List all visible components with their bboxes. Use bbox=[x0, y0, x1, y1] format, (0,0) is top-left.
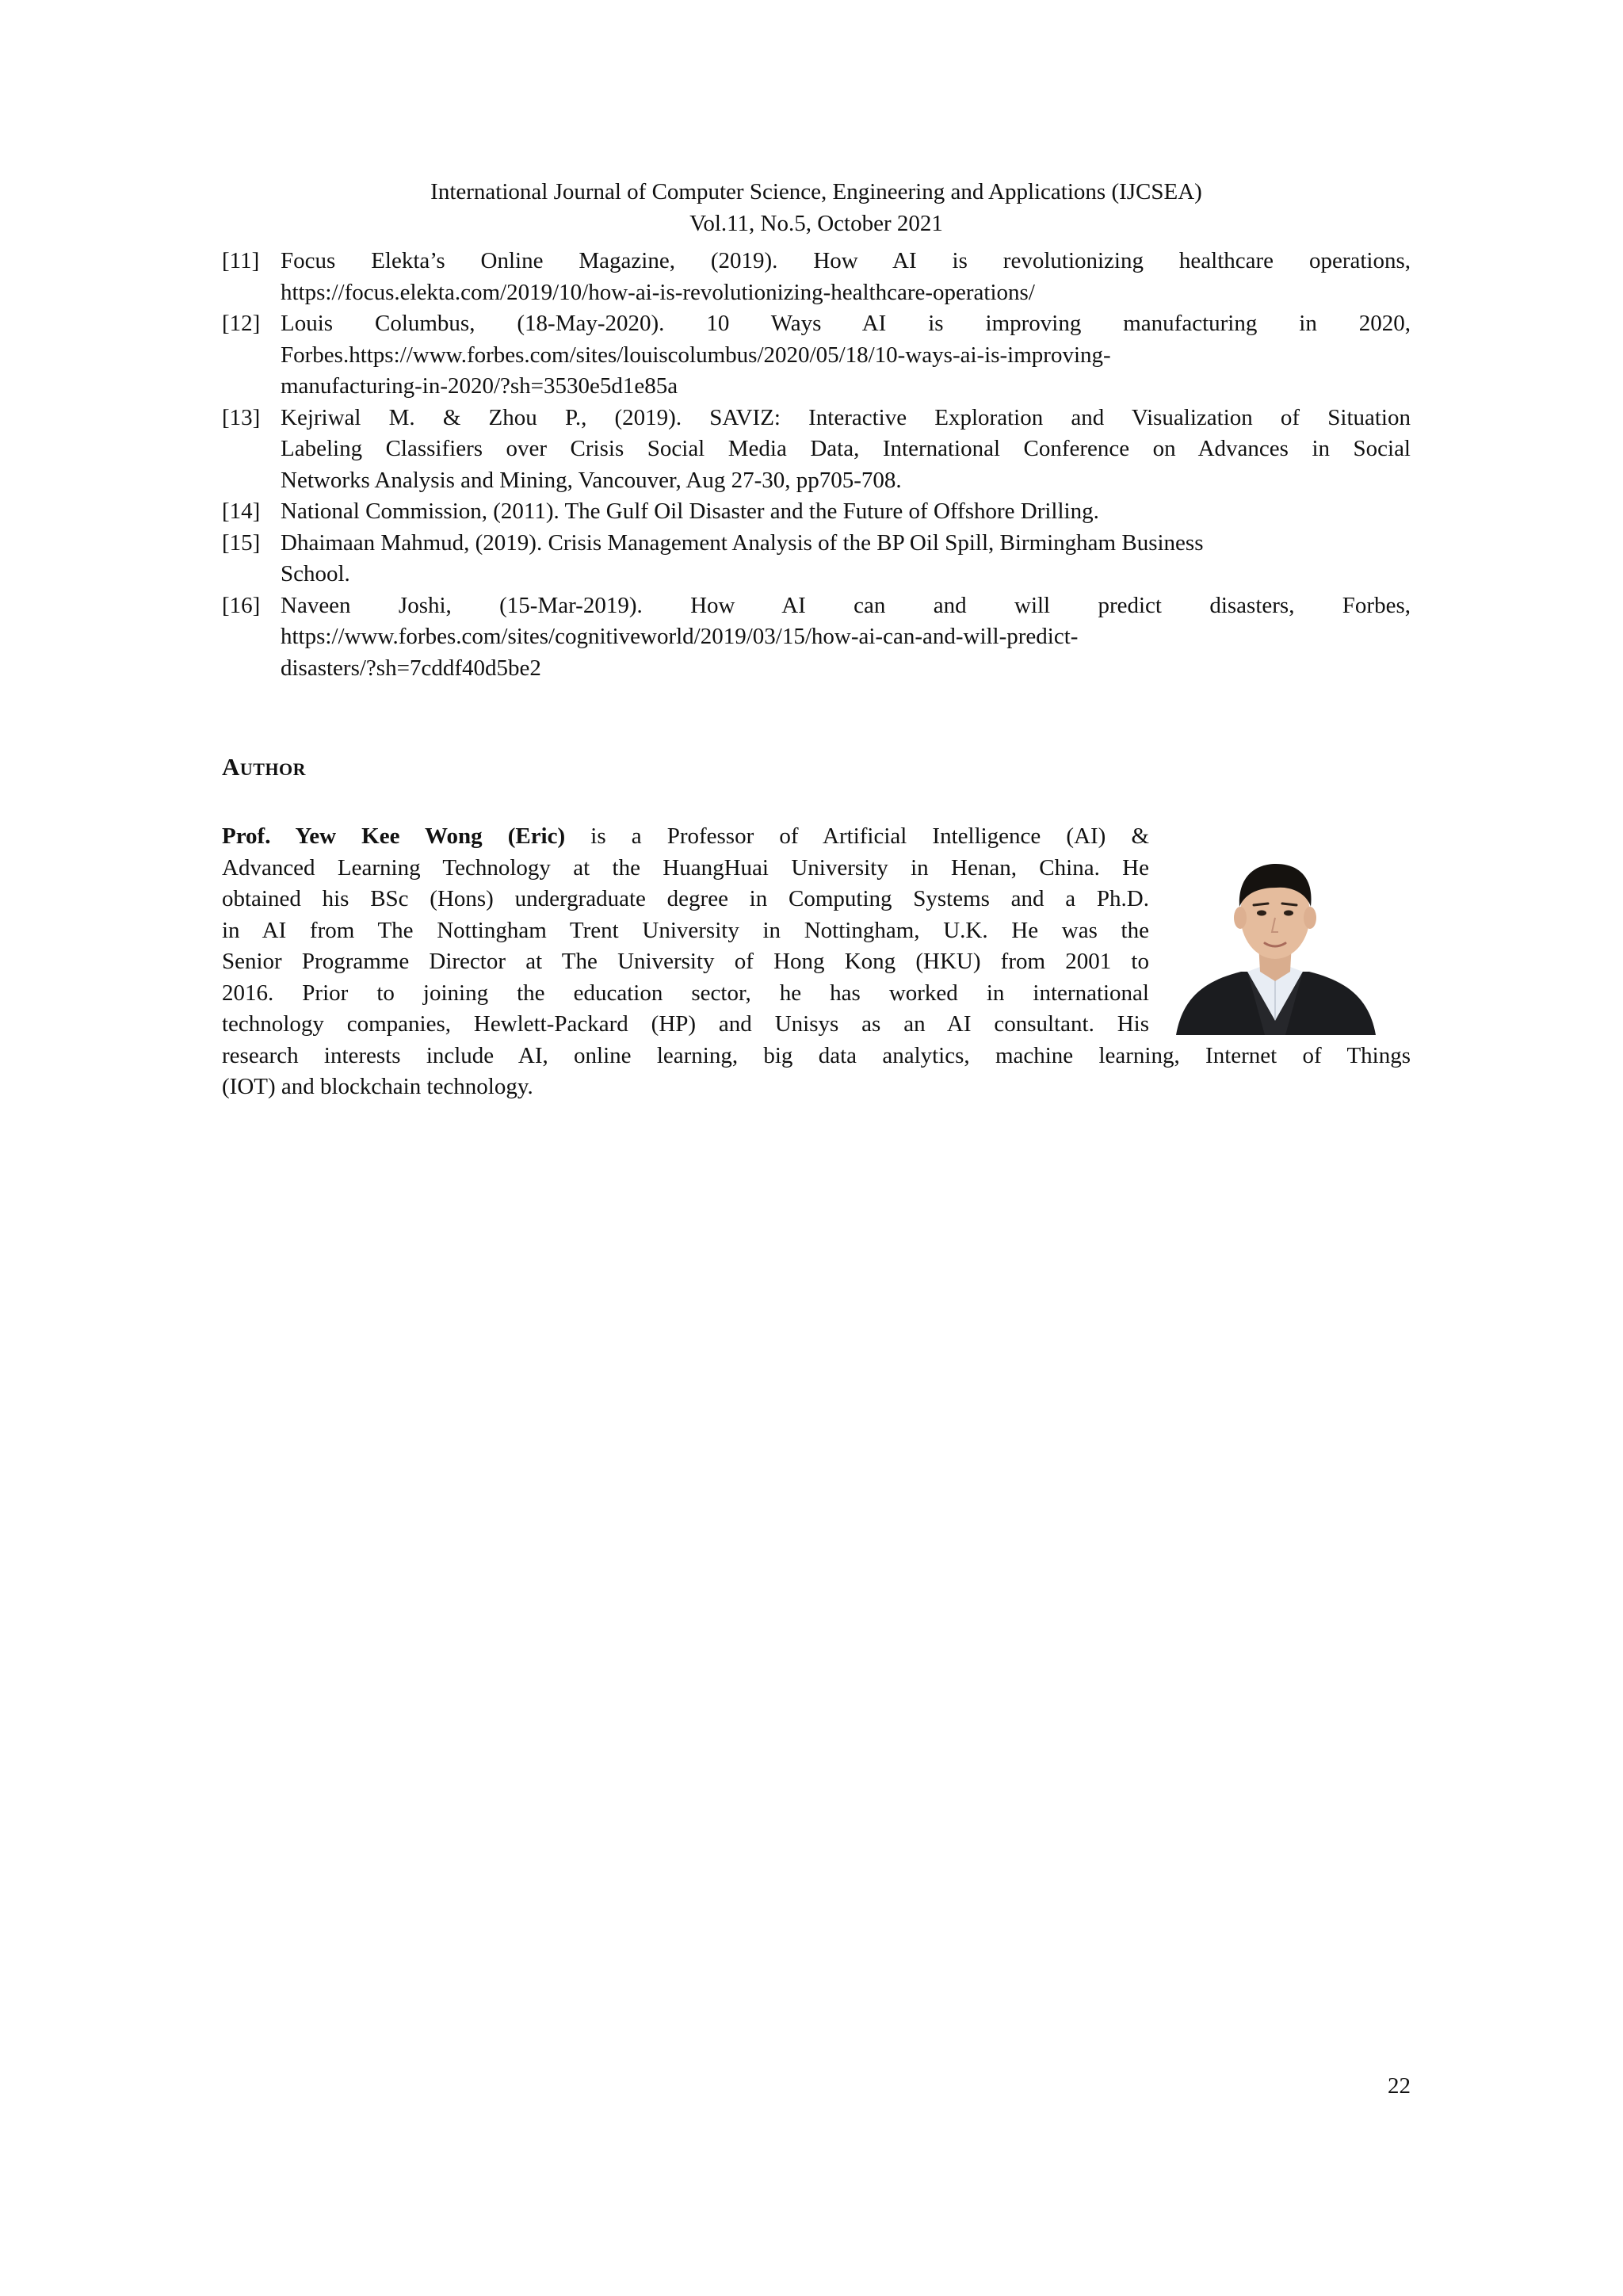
reference-number: [15] bbox=[222, 529, 261, 556]
reference-line: Naveen Joshi, (15-Mar-2019). How AI can and will predict disasters, Forbes, bbox=[281, 592, 1411, 618]
reference-line: National Commission, (2011). The Gulf Oil Disaster and the Future of Offshore Drilling. bbox=[281, 499, 1099, 524]
bio-line: in AI from The Nottingham Trent University in Nottingham, U.K. He was the bbox=[222, 917, 1149, 943]
bio-text: is a Professor of Artificial Intelligence (AI) & bbox=[565, 823, 1149, 849]
reference-line: manufacturing-in-2020/?sh=3530e5d1e85a bbox=[281, 373, 678, 399]
reference-line: Focus Elekta’s Online Magazine, (2019). How AI is revolutionizing healthcare operations, bbox=[281, 248, 1411, 273]
reference-line: disasters/?sh=7cddf40d5be2 bbox=[281, 655, 541, 681]
running-header bbox=[222, 176, 1411, 239]
bio-line bbox=[222, 821, 1149, 853]
bio-line: obtained his BSc (Hons) undergraduate degree in Computing Systems and a Ph.D. bbox=[222, 886, 1149, 911]
reference-number: [13] bbox=[222, 404, 261, 430]
bio-line: Senior Programme Director at The University of Hong Kong (HKU) from 2001 to bbox=[222, 949, 1149, 974]
reference-line: https://www.forbes.com/sites/cognitiveworld/2019/03/15/how-ai-can-and-will-predict- bbox=[281, 624, 1079, 649]
reference-text bbox=[281, 590, 1411, 685]
journal-title: International Journal of Computer Science, Engineering and Applications (IJCSEA) bbox=[430, 179, 1202, 204]
reference-number: [14] bbox=[222, 499, 261, 524]
reference-number: [11] bbox=[222, 248, 260, 273]
reference-line: https://focus.elekta.com/2019/10/how-ai-is-revolutionizing-healthcare-operations/ bbox=[281, 279, 1035, 305]
bio-line: Advanced Learning Technology at the HuangHuai University in Henan, China. He bbox=[222, 854, 1149, 881]
reference-line: School. bbox=[281, 561, 350, 586]
reference-14 bbox=[222, 496, 1411, 528]
reference-list bbox=[222, 246, 1411, 684]
bio-line: technology companies, Hewlett-Packard (HP) and Unisys as an AI consultant. His bbox=[222, 1011, 1149, 1037]
reference-text bbox=[281, 528, 1411, 590]
author-name: Prof. Yew Kee Wong (Eric) bbox=[222, 823, 566, 849]
bio-line: 2016. Prior to joining the education sector, he has worked in international bbox=[222, 980, 1149, 1006]
portrait-image bbox=[1171, 840, 1379, 1035]
reference-text bbox=[281, 496, 1411, 528]
reference-text bbox=[281, 308, 1411, 403]
reference-line: Kejriwal M. & Zhou P., (2019). SAVIZ: Interactive Exploration and Visualization of Situation bbox=[281, 404, 1411, 430]
reference-line: Louis Columbus, (18-May-2020). 10 Ways AI is improving manufacturing in 2020, bbox=[281, 311, 1411, 336]
journal-issue: Vol.11, No.5, October 2021 bbox=[689, 211, 943, 236]
reference-number: [16] bbox=[222, 592, 261, 618]
reference-12 bbox=[222, 308, 1411, 403]
page-number: 22 bbox=[1388, 2073, 1411, 2099]
section-heading-author: Author bbox=[222, 753, 307, 781]
reference-number: [12] bbox=[222, 311, 261, 336]
reference-line: Forbes.https://www.forbes.com/sites/louiscolumbus/2020/05/18/10-ways-ai-is-improving- bbox=[281, 342, 1111, 368]
reference-line: Labeling Classifiers over Crisis Social Media Data, International Conference on Advances in Social bbox=[281, 436, 1411, 461]
reference-11 bbox=[222, 246, 1411, 308]
reference-text bbox=[281, 246, 1411, 308]
reference-line: Dhaimaan Mahmud, (2019). Crisis Management Analysis of the BP Oil Spill, Birmingham Business bbox=[281, 529, 1204, 556]
author-photo bbox=[1171, 840, 1379, 1035]
reference-16 bbox=[222, 590, 1411, 685]
reference-13 bbox=[222, 403, 1411, 497]
bio-line: (IOT) and blockchain technology. bbox=[222, 1074, 533, 1099]
bio-line: research interests include AI, online learning, big data analytics, machine learning, Internet of Things bbox=[222, 1042, 1411, 1068]
reference-line: Networks Analysis and Mining, Vancouver, Aug 27-30, pp705-708. bbox=[281, 467, 902, 493]
reference-text bbox=[281, 403, 1411, 497]
reference-15 bbox=[222, 528, 1411, 590]
